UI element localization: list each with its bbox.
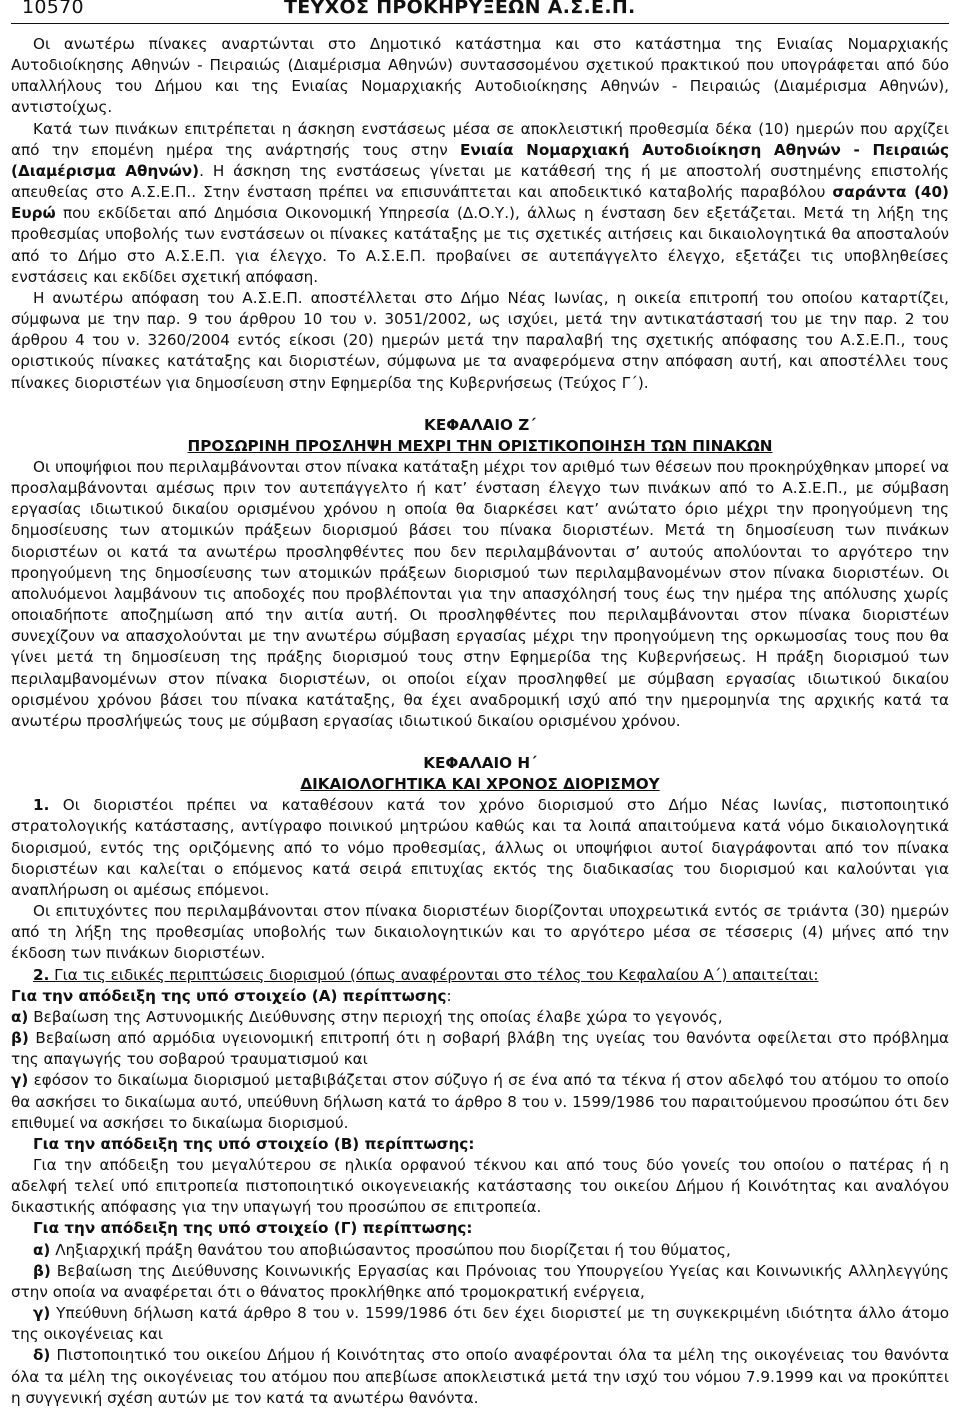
text-run: Υπεύθυνη δήλωση κατά άρθρο 8 του ν. 1599/1986 ότι δεν έχει διοριστεί με τη συγκεκριμένη ιδιότητα άλλο άτομο της οικογένειας και <box>11 1304 949 1344</box>
case-heading <box>11 1218 949 1239</box>
item-label: β) <box>11 1029 29 1048</box>
text-run: Βεβαίωση από αρμόδια υγειονομική επιτροπή ότι η σοβαρή βλάβη της υγείας του θανόντα οφείλεται στο πρόβλημα της απαγωγής του σοβαρού τραυματισμού και <box>11 1029 949 1069</box>
bold-text-run: Για την απόδειξη της υπό στοιχείο (Β) περίπτωσης: <box>33 1134 475 1153</box>
chapter-heading: ΚΕΦΑΛΑΙΟ Ζ΄ <box>424 415 536 434</box>
list-item <box>11 1261 949 1303</box>
bold-text-run: Για την απόδειξη της υπό στοιχείο (Α) περίπτωσης <box>11 986 447 1005</box>
spacer <box>11 732 949 753</box>
gazette-title: ΤΕΥΧΟΣ ΠΡΟΚΗΡΥΞΕΩΝ Α.Σ.Ε.Π. <box>284 0 636 18</box>
text-run: Ληξιαρχική πράξη θανάτου του αποβιώσαντος προσώπου που διορίζεται ή του θύματος, <box>50 1240 731 1259</box>
list-item <box>11 1070 949 1133</box>
document-body <box>11 34 949 1409</box>
text-run: Κατά των πινάκων επιτρέπεται η άσκηση ενστάσεως μέσα σε αποκλειστική προθεσμία δέκα (10) ημερών που αρχίζει από την επομένη ημέρα της ανάρτησής τους στην <box>11 119 949 159</box>
text-run: . Η άσκηση της ενστάσεως γίνεται με κατάθεσή της ή με αποστολή συστημένης επιστολής απευθείας στο Α.Σ.Ε.Π.. Στην ένσταση πρέπει να επισυνάπτεται και αποδεικτικό καταβολής παραβόλου <box>11 161 949 202</box>
item-label: β) <box>33 1261 51 1280</box>
bold-text-run: σαράντα (40) Ευρώ <box>11 183 949 223</box>
bold-text-run: Ενιαία Νομαρχιακή Αυτοδιοίκηση Αθηνών - Πειραιώς (Διαμέρισμα Αθηνών) <box>11 140 949 180</box>
chapter-subheading: ΔΙΚΑΙΟΛΟΓΗΤΙΚΑ ΚΑΙ ΧΡΟΝΟΣ ΔΙΟΡΙΣΜΟΥ <box>300 775 660 794</box>
item-number: 2. <box>33 965 50 984</box>
text-run: Για τις ειδικές περιπτώσεις διορισμού (όπως αναφέρονται στο τέλος του Κεφαλαίου Α΄) απαιτείται: <box>49 965 819 984</box>
text-run: Οι διοριστέοι πρέπει να καταθέσουν κατά τον χρόνο διορισμού στο Δήμο Νέας Ιωνίας, πιστοποιητικό στρατολογικής κατάστασης, αντίγραφο ποινικού μητρώου καθώς και τα λοιπά απαιτούμενα κατά νόμο δικαιολογητικά διορισμού, εντός της οριζόμενης από το νόμο προθεσμίας, άλλως οι υποψήφιοι αυτοί διαγράφονται από τον πίνακα διοριστέων και καλείται ο επόμενος κατά σειρά επιτυχίας εκτός της διαδικασίας του διορισμού και καλούνται για αναπλήρωση οι αμέσως επόμενοι. <box>11 796 949 899</box>
spacer <box>11 394 949 415</box>
page-header <box>11 0 949 22</box>
item-number: 1. <box>33 796 50 815</box>
item-label: α) <box>33 1240 51 1259</box>
case-heading <box>11 1134 949 1155</box>
list-item <box>11 1240 949 1261</box>
item-label: γ) <box>33 1304 51 1323</box>
item-label: γ) <box>11 1071 29 1090</box>
text-run: Πιστοποιητικό του οικείου Δήμου ή Κοινότητας στο οποίο αναφέρονται όλα τα μέλη της οικογένειας του θανόντα όλα τα μέλη της οικογένειας του ατόμου που απεβίωσε αποκλειστικά μετά την ισχύ του νόμου 7.9.1999 και να προκύπτει η συγγενική σχέση αυτών με τον κατά τα ανωτέρω θανόντα. <box>11 1346 949 1407</box>
list-item <box>11 1345 949 1408</box>
chapter-heading: ΚΕΦΑΛΑΙΟ Η΄ <box>423 754 537 772</box>
item-label: α) <box>11 1007 29 1026</box>
paragraph-objections <box>11 119 949 288</box>
list-item <box>11 1303 949 1345</box>
header-rule <box>11 23 949 24</box>
text-run: Βεβαίωση της Διεύθυνσης Κοινωνικής Εργασίας και Πρόνοιας του Υπουργείου Υγείας και Κοινωνικής Αλληλεγγύης στην οποία να αναφέρεται ότι ο θάνατος προκλήθηκε από τρομοκρατική ενέργεια, <box>11 1261 949 1301</box>
paragraph: Οι υποψήφιοι που περιλαμβάνονται στον πίνακα κατάταξη μέχρι τον αριθμό των θέσεων που προκηρύχθηκαν μπορεί να προσλαμβάνονται αμέσως πριν τον αυτεπάγγελτο ή κατ’ ένσταση έλεγχο των πινάκων από το Α.Σ.Ε.Π., με σύμβαση εργασίας ιδιωτικού δικαίου ορισμένου χρόνου η οποία θα διαρκέσει κατ’ ανώτατο όριο μέχρι την προηγούμενη της δημοσίευσης των ατομικών πράξεων διορισμού βάσει του πίνακα διοριστέων. Μετά τη δημοσίευση των πινάκων διοριστέων οι κατά τα ανωτέρω προσληφθέντες που δεν περιλαμβάνονται σ’ αυτούς απολύονται το αργότερο την προηγούμενη της δημοσίευσης των ατομικών πράξεων διορισμού των περιλαμβανομένων στον πίνακα διοριστέων. Οι απολυόμενοι λαμβάνουν τις αποδοχές που προβλέπονται για την απασχόλησή τους έως την ημέρα της απόλυσης χωρίς οποιαδήποτε αποζημίωση από την αιτία αυτή. Οι προσληφθέντες που περιλαμβάνονται στον πίνακα διοριστέων συνεχίζουν να απασχολούνται με την ανωτέρω σύμβαση εργασίας μέχρι την προηγούμενη της ορκωμοσίας τους που θα γίνει μετά τη δημοσίευση της πράξης διορισμού τους στην Εφημερίδα της Κυβερνήσεως. Η πράξη διορισμού των περιλαμβανομένων στον πίνακα διοριστέων, οι οποίοι είχαν προσληφθεί με σύμβαση εργασίας ιδιωτικού δικαίου ορισμένου χρόνου βάσει του πίνακα κατάταξης, θα έχει αναδρομική ισχύ από την ημερομηνία της αρχικής κατά τα ανωτέρω προσλήψεώς τους με σύμβαση εργασίας ιδιωτικού δικαίου ορισμένου χρόνου. <box>11 457 949 730</box>
bold-text-run: Για την απόδειξη της υπό στοιχείο (Γ) περίπτωσης: <box>33 1219 473 1238</box>
paragraph: Οι επιτυχόντες που περιλαμβάνονται στον πίνακα διοριστέων διορίζονται υποχρεωτικά εντός σε τριάντα (30) ημερών από τη λήξη της προθεσμίας υποβολής των δικαιολογητικών και το αργότερο μέσα σε τέσσερις (4) μήνες από την έκδοση των πινάκων διοριστέων. <box>11 902 949 963</box>
text-run: : <box>446 986 452 1005</box>
numbered-item <box>11 795 949 901</box>
paragraph: Η ανωτέρω απόφαση του Α.Σ.Ε.Π. αποστέλλεται στο Δήμο Νέας Ιωνίας, η οικεία επιτροπή του οποίου καταρτίζει, σύμφωνα με την παρ. 9 του άρθρου 10 του ν. 3051/2002, ως ισχύει, μετά την αντικατάστασή του με την παρ. 2 του άρθρου 4 του ν. 3260/2004 εντός είκοσι (20) ημερών μετά την παραλαβή της σχετικής απόφασης του Α.Σ.Ε.Π., τους οριστικούς πίνακες κατάταξης και διοριστέων, σύμφωνα με τα αναφερόμενα στην απόφαση αυτή, και αποστέλλει τους πίνακες διοριστέων για δημοσίευση στην Εφημερίδα της Κυβερνήσεως (Τεύχος Γ΄). <box>11 288 949 392</box>
text-run: Βεβαίωση της Αστυνομικής Διεύθυνσης στην περιοχή της οποίας έλαβε χώρα το γεγονός, <box>28 1007 723 1026</box>
page-number: 10570 <box>22 0 84 18</box>
list-item <box>11 1007 949 1028</box>
text-run: που εκδίδεται από Δημόσια Οικονομική Υπηρεσία (Δ.Ο.Υ.), άλλως η ένσταση δεν εξετάζεται. Μετά τη λήξη της προθεσμίας υποβολής των ενστάσεων οι πίνακες κατάταξης με τις σχετικές αιτήσεις και δικαιολογητικά θα αποσταλούν από το Δήμο στο Α.Σ.Ε.Π. για έλεγχο. Το Α.Σ.Ε.Π. προβαίνει σε αυτεπάγγελτο έλεγχο, εξετάζει τις υποβληθείσες ενστάσεις και εκδίδει σχετική απόφαση. <box>11 204 949 286</box>
paragraph: Οι ανωτέρω πίνακες αναρτώνται στο Δημοτικό κατάστημα και στο κατάστημα της Ενιαίας Νομαρχιακής Αυτοδιοίκησης Αθηνών - Πειραιώς (Διαμέρισμα Αθηνών) συντασσομένου σχετικού πρακτικού που υπογράφεται από δύο υπαλλήλους του Δήμου και της Ενιαίας Νομαρχιακής Αυτοδιοίκησης Αθηνών - Πειραιώς (Διαμέρισμα Αθηνών), αντιστοίχως. <box>11 35 949 117</box>
text-run: εφόσον το δικαίωμα διορισμού μεταβιβάζεται στον σύζυγο ή σε ένα από τα τέκνα ή στον αδελφό του ατόμου το οποίο θα ασκήσει το δικαίωμα αυτό, υπεύθυνη δήλωση κατά το άρθρο 8 του ν. 1599/1986 του παραιτούμενου προσώπου ότι δεν επιθυμεί να ασκήσει το δικαίωμα διορισμού. <box>11 1071 949 1132</box>
item-label: δ) <box>33 1346 51 1365</box>
case-heading <box>11 986 949 1007</box>
list-item <box>11 1028 949 1070</box>
chapter-subheading: ΠΡΟΣΩΡΙΝΗ ΠΡΟΣΛΗΨΗ ΜΕΧΡΙ ΤΗΝ ΟΡΙΣΤΙΚΟΠΟΙΗΣΗ ΤΩΝ ΠΙΝΑΚΩΝ <box>187 436 773 455</box>
numbered-item <box>11 965 949 986</box>
paragraph: Για την απόδειξη του μεγαλύτερου σε ηλικία ορφανού τέκνου και από τους δύο γονείς του οποίου ο πατέρας ή η αδελφή τελεί υπό επιτροπεία πιστοποιητικό οικογενειακής κατάστασης του οικείου Δήμου ή Κοινότητας και αναλόγου δικαστικής απόφασης για την υπαγωγή του προσώπου σε επιτροπεία. <box>11 1155 949 1217</box>
